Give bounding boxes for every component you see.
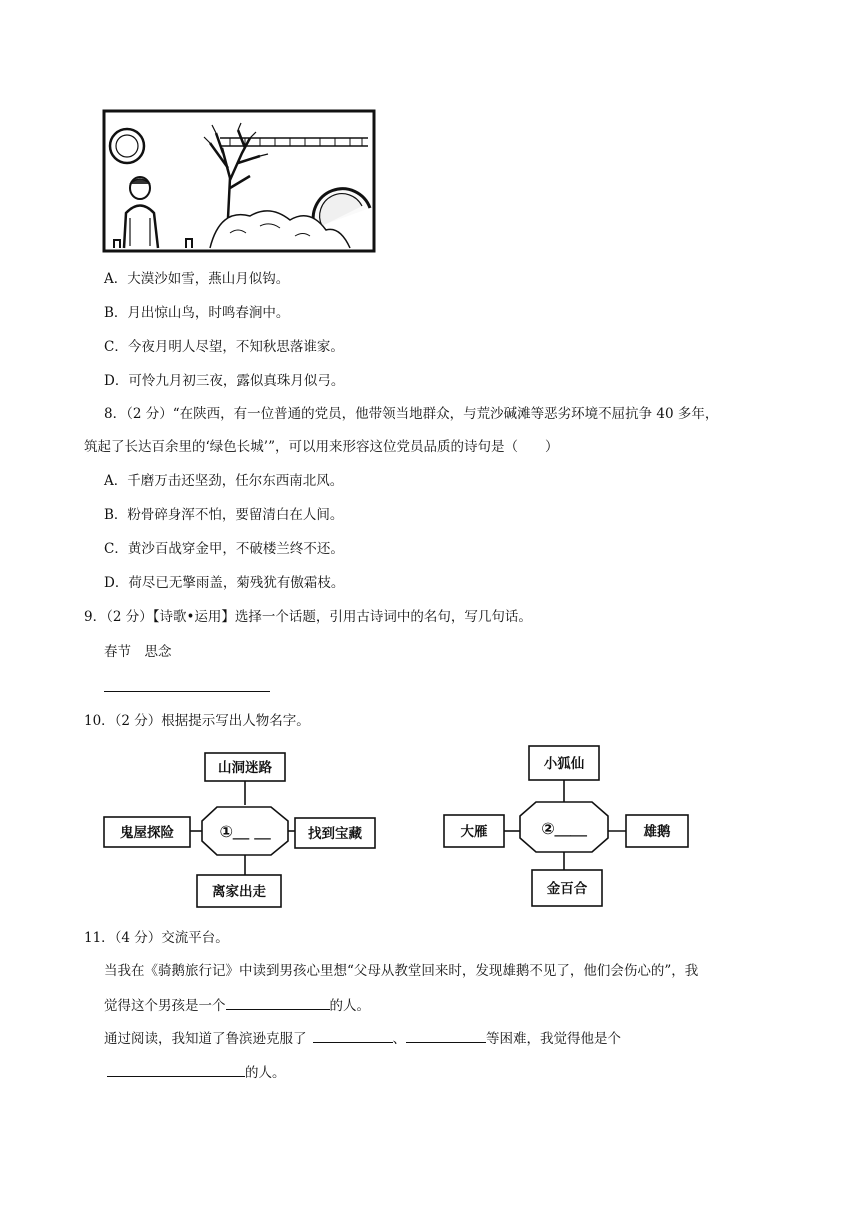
q7-option-c[interactable]: C．今夜月明人尽望，不知秋思落谁家。 bbox=[104, 339, 344, 355]
q9-topics: 春节 思念 bbox=[104, 644, 172, 660]
q11-p2-line1-post: 等困难，我觉得他是个 bbox=[486, 1031, 621, 1047]
diagram2-left-label: 大雁 bbox=[460, 824, 488, 840]
q8-stem-line1: 8．（2 分）“在陕西，有一位普通的党员，他带领当地群众，与荒沙碱滩等恶劣环境不屈抗争 40 多年， bbox=[104, 406, 719, 422]
diagram1-right-label: 找到宝藏 bbox=[308, 826, 362, 842]
q11-p2-line1 bbox=[104, 1028, 621, 1049]
diagram2-center-label[interactable]: ②＿＿ bbox=[541, 819, 587, 838]
q11-p1-line2-post: 的人。 bbox=[329, 998, 370, 1014]
character-diagram-1 bbox=[100, 745, 385, 915]
q11-p2-line1-pre: 通过阅读，我知道了鲁滨逊克服了 bbox=[104, 1031, 307, 1047]
q11-blank-difficulty-2[interactable] bbox=[406, 1028, 486, 1043]
q10-stem: 10．（2 分）根据提示写出人物名字。 bbox=[84, 713, 310, 729]
diagram1-left-label: 鬼屋探险 bbox=[120, 825, 174, 841]
q9-stem: 9．（2 分）【诗歌•运用】选择一个话题，引用古诗词中的名句，写几句话。 bbox=[84, 609, 532, 625]
q11-p2-line2 bbox=[107, 1062, 286, 1083]
q7-option-d[interactable]: D．可怜九月初三夜，露似真珠月似弓。 bbox=[104, 373, 345, 389]
q8-option-d[interactable]: D．荷尽已无擎雨盖，菊残犹有傲霜枝。 bbox=[104, 575, 345, 591]
q7-option-a[interactable]: A．大漠沙如雪，燕山月似钩。 bbox=[104, 271, 290, 287]
q11-p2-sep: 、 bbox=[392, 1031, 406, 1047]
q11-blank-difficulty-1[interactable] bbox=[313, 1028, 393, 1043]
diagram1-top-label: 山洞迷路 bbox=[218, 760, 272, 776]
q8-option-b[interactable]: B．粉骨碎身浑不怕，要留清白在人间。 bbox=[104, 507, 344, 523]
q11-p2-line2-post: 的人。 bbox=[245, 1065, 286, 1081]
q11-blank-robinson-trait[interactable] bbox=[107, 1062, 245, 1077]
diagram1-bottom-label: 离家出走 bbox=[212, 884, 266, 900]
q7-option-b[interactable]: B．月出惊山鸟，时鸣春涧中。 bbox=[104, 305, 290, 321]
moon-scene-illustration bbox=[100, 108, 378, 256]
q11-stem: 11．（4 分）交流平台。 bbox=[84, 930, 229, 946]
character-diagram-2 bbox=[440, 740, 700, 915]
diagram1-center-label[interactable]: ①＿ ＿ bbox=[219, 822, 271, 841]
q11-p1-line1: 当我在《骑鹅旅行记》中读到男孩心里想“父母从教堂回来时，发现雄鹅不见了，他们会伤心的”，我 bbox=[104, 963, 699, 979]
q11-blank-boy-trait[interactable] bbox=[226, 995, 330, 1010]
q8-option-c[interactable]: C．黄沙百战穿金甲，不破楼兰终不还。 bbox=[104, 541, 344, 557]
q11-p1-line2 bbox=[104, 995, 370, 1016]
diagram2-right-label: 雄鹅 bbox=[643, 824, 671, 840]
diagram2-top-label: 小狐仙 bbox=[543, 756, 585, 772]
diagram2-bottom-label: 金百合 bbox=[546, 881, 588, 897]
q8-stem-line2: 筑起了长达百余里的‘绿色长城’”，可以用来形容这位党员品质的诗句是（ ） bbox=[84, 439, 559, 455]
q8-option-a[interactable]: A．千磨万击还坚劲，任尔东西南北风。 bbox=[104, 473, 344, 489]
q9-answer-line[interactable] bbox=[104, 676, 270, 692]
q11-p1-line2-pre: 觉得这个男孩是一个 bbox=[104, 998, 226, 1014]
